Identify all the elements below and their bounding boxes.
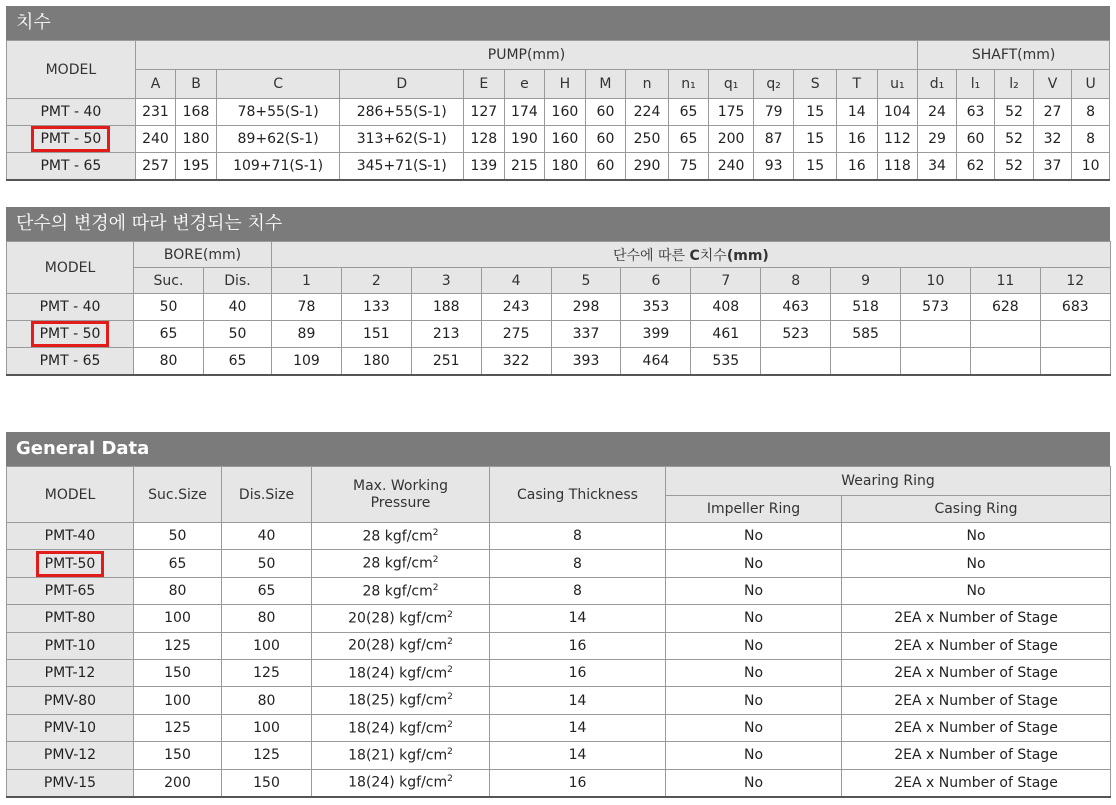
dim-value: 34 xyxy=(918,153,957,181)
dim-value: 160 xyxy=(545,126,586,153)
model-name: PMV-12 xyxy=(43,747,97,764)
pressure-text: 18(24) kgf/cm xyxy=(348,665,448,682)
model-cell xyxy=(7,99,136,126)
dim-value: 139 xyxy=(464,153,505,181)
model-cell xyxy=(7,126,136,153)
model-header: MODEL xyxy=(7,41,136,99)
casing-thickness-value: 8 xyxy=(490,577,666,604)
dim-value: 257 xyxy=(135,153,176,181)
casing-ring-value: No xyxy=(842,577,1111,604)
pump-header: PUMP(mm) xyxy=(135,41,918,70)
table-row xyxy=(7,605,1111,632)
c-dim-value: 133 xyxy=(341,294,411,321)
stage-col-header: 8 xyxy=(761,268,831,294)
dim-value: 62 xyxy=(956,153,995,181)
dis-size-value: 80 xyxy=(222,687,312,714)
model-cell xyxy=(7,294,134,321)
model-cell xyxy=(7,523,134,550)
pressure-text: 18(25) kgf/cm xyxy=(348,692,448,709)
dis-size-value: 150 xyxy=(222,769,312,797)
unit-superscript: 2 xyxy=(447,637,453,648)
dim-value: 93 xyxy=(753,153,794,181)
dim-value: 27 xyxy=(1033,99,1072,126)
unit-superscript: 2 xyxy=(447,746,453,757)
c-dim-value: 628 xyxy=(970,294,1040,321)
dim-value: 16 xyxy=(837,126,878,153)
model-cell xyxy=(7,550,134,577)
suc-size-value: 150 xyxy=(134,659,222,686)
suc-size-value: 50 xyxy=(134,523,222,550)
suc-value: 80 xyxy=(134,348,204,376)
model-name: PMT - 65 xyxy=(40,158,102,174)
dim-value: 60 xyxy=(956,126,995,153)
pressure-text: 28 kgf/cm xyxy=(362,555,433,572)
table-row xyxy=(7,659,1111,686)
model-name: PMT-12 xyxy=(44,665,96,682)
table-row xyxy=(7,348,1111,376)
suc-size-value: 200 xyxy=(134,769,222,797)
dim-col-header: E xyxy=(464,70,505,99)
c-dim-value: 180 xyxy=(341,348,411,376)
section-title: General Data xyxy=(6,432,1110,466)
stage-col-header: 5 xyxy=(551,268,621,294)
dim-value: 313+62(S-1) xyxy=(340,126,464,153)
dim-col-header: n₁ xyxy=(668,70,709,99)
dim-col-header: A xyxy=(135,70,176,99)
table-row xyxy=(7,632,1111,659)
dim-value: 168 xyxy=(176,99,217,126)
pressure-text: 28 kgf/cm xyxy=(362,528,433,545)
c-dim-value: 523 xyxy=(761,321,831,348)
c-dim-value: 408 xyxy=(691,294,761,321)
general-data-section xyxy=(6,432,1110,798)
model-cell xyxy=(7,321,134,348)
suc-value: 65 xyxy=(134,321,204,348)
dim-value: 52 xyxy=(995,99,1034,126)
pressure-text: 18(24) kgf/cm xyxy=(348,720,448,737)
table-row xyxy=(7,126,1110,153)
dim-col-header: d₁ xyxy=(918,70,957,99)
c-dim-value: 188 xyxy=(411,294,481,321)
impeller-ring-value: No xyxy=(666,577,842,604)
dimensions-section xyxy=(6,6,1110,181)
unit-superscript: 2 xyxy=(432,582,439,593)
table-row xyxy=(7,321,1111,348)
pressure-text: 20(28) kgf/cm xyxy=(348,610,448,627)
dim-value: 8 xyxy=(1072,126,1110,153)
suc-size-value: 100 xyxy=(134,605,222,632)
pressure-value xyxy=(312,742,490,769)
stage-col-header: 2 xyxy=(341,268,411,294)
c-dimension-header: 단수에 따른 C치수(mm) xyxy=(272,242,1111,268)
dim-col-header: l₁ xyxy=(956,70,995,99)
dim-value: 128 xyxy=(464,126,505,153)
dim-value: 200 xyxy=(709,126,754,153)
model-name: PMT-65 xyxy=(44,582,96,599)
pressure-value xyxy=(312,687,490,714)
c-dim-value xyxy=(1040,348,1110,376)
dim-col-header: n xyxy=(626,70,669,99)
dim-value: 112 xyxy=(877,126,918,153)
table-row xyxy=(7,153,1110,181)
pressure-text: 28 kgf/cm xyxy=(362,583,433,600)
dis-value: 40 xyxy=(204,294,272,321)
impeller-ring-header: Impeller Ring xyxy=(666,496,842,523)
stage-col-header: 1 xyxy=(272,268,342,294)
dim-value: 180 xyxy=(545,153,586,181)
casing-ring-value: 2EA x Number of Stage xyxy=(842,632,1111,659)
c-dim-value xyxy=(970,348,1040,376)
dim-col-header: D xyxy=(340,70,464,99)
dis-header: Dis. xyxy=(204,268,272,294)
dim-value: 8 xyxy=(1072,99,1110,126)
model-name: PMT - 65 xyxy=(39,353,101,369)
model-cell xyxy=(7,348,134,376)
dis-size-value: 100 xyxy=(222,714,312,741)
dim-col-header: S xyxy=(794,70,837,99)
dim-value: 15 xyxy=(794,153,837,181)
dim-value: 16 xyxy=(837,153,878,181)
dis-value: 65 xyxy=(204,348,272,376)
dim-col-header: T xyxy=(837,70,878,99)
casing-ring-value: 2EA x Number of Stage xyxy=(842,714,1111,741)
model-cell xyxy=(7,605,134,632)
c-dim-value: 151 xyxy=(341,321,411,348)
model-name: PMV-15 xyxy=(43,774,97,791)
table-row xyxy=(7,99,1110,126)
model-name: PMT-80 xyxy=(44,610,96,627)
casing-ring-value: 2EA x Number of Stage xyxy=(842,769,1111,797)
c-dim-value: 353 xyxy=(621,294,691,321)
dim-value: 79 xyxy=(753,99,794,126)
dim-value: 286+55(S-1) xyxy=(340,99,464,126)
model-cell xyxy=(7,742,134,769)
dim-col-header: U xyxy=(1072,70,1110,99)
c-dim-value: 337 xyxy=(551,321,621,348)
stage-col-header: 10 xyxy=(901,268,971,294)
dim-col-header: B xyxy=(176,70,217,99)
dim-col-header: C xyxy=(216,70,340,99)
c-dim-value xyxy=(901,321,971,348)
table-row xyxy=(7,687,1111,714)
casing-thickness-header: Casing Thickness xyxy=(490,467,666,523)
table-row xyxy=(7,769,1111,797)
dim-value: 29 xyxy=(918,126,957,153)
suc-size-value: 80 xyxy=(134,577,222,604)
impeller-ring-value: No xyxy=(666,659,842,686)
casing-thickness-value: 16 xyxy=(490,769,666,797)
stage-col-header: 12 xyxy=(1040,268,1110,294)
suc-value: 50 xyxy=(134,294,204,321)
bore-header: BORE(mm) xyxy=(134,242,272,268)
c-dim-value xyxy=(970,321,1040,348)
dim-col-header: q₂ xyxy=(753,70,794,99)
dim-value: 24 xyxy=(918,99,957,126)
dim-value: 65 xyxy=(668,126,709,153)
dim-col-header: e xyxy=(504,70,545,99)
pressure-text: 18(24) kgf/cm xyxy=(348,775,448,792)
dis-size-value: 80 xyxy=(222,605,312,632)
c-dim-value: 463 xyxy=(761,294,831,321)
model-name: PMT - 40 xyxy=(40,104,102,120)
stage-col-header: 6 xyxy=(621,268,691,294)
dim-value: 240 xyxy=(135,126,176,153)
unit-superscript: 2 xyxy=(432,555,439,566)
c-dim-value: 78 xyxy=(272,294,342,321)
model-header: MODEL xyxy=(7,467,134,523)
dim-col-header: l₂ xyxy=(995,70,1034,99)
pressure-value xyxy=(312,769,490,797)
dis-size-header: Dis.Size xyxy=(222,467,312,523)
c-dim-value: 251 xyxy=(411,348,481,376)
pressure-value xyxy=(312,659,490,686)
dis-size-value: 65 xyxy=(222,577,312,604)
casing-ring-value: 2EA x Number of Stage xyxy=(842,659,1111,686)
model-cell xyxy=(7,577,134,604)
c-dim-value: 585 xyxy=(831,321,901,348)
dim-value: 118 xyxy=(877,153,918,181)
model-name: PMT-40 xyxy=(44,528,96,545)
suc-size-value: 125 xyxy=(134,632,222,659)
stage-dimensions-section xyxy=(6,207,1110,376)
casing-ring-value: No xyxy=(842,550,1111,577)
c-dim-value: 683 xyxy=(1040,294,1110,321)
c-dim-value: 393 xyxy=(551,348,621,376)
c-dim-value: 298 xyxy=(551,294,621,321)
suc-size-value: 100 xyxy=(134,687,222,714)
dim-value: 175 xyxy=(709,99,754,126)
impeller-ring-value: No xyxy=(666,687,842,714)
c-dim-value: 89 xyxy=(272,321,342,348)
dim-value: 60 xyxy=(585,99,626,126)
dim-value: 10 xyxy=(1072,153,1110,181)
stage-col-header: 11 xyxy=(970,268,1040,294)
suc-size-value: 150 xyxy=(134,742,222,769)
dim-value: 32 xyxy=(1033,126,1072,153)
dim-col-header: u₁ xyxy=(877,70,918,99)
c-dim-value: 399 xyxy=(621,321,691,348)
suc-size-value: 125 xyxy=(134,714,222,741)
casing-thickness-value: 16 xyxy=(490,659,666,686)
dim-value: 190 xyxy=(504,126,545,153)
c-dim-value: 573 xyxy=(901,294,971,321)
impeller-ring-value: No xyxy=(666,769,842,797)
dim-value: 290 xyxy=(626,153,669,181)
dim-value: 104 xyxy=(877,99,918,126)
c-dim-value xyxy=(1040,321,1110,348)
dim-col-header: M xyxy=(585,70,626,99)
section-title: 단수의 변경에 따라 변경되는 치수 xyxy=(6,207,1110,241)
dis-size-value: 125 xyxy=(222,659,312,686)
model-name: PMV-80 xyxy=(43,692,97,709)
model-header: MODEL xyxy=(7,242,134,294)
casing-thickness-value: 14 xyxy=(490,605,666,632)
dim-value: 240 xyxy=(709,153,754,181)
model-cell xyxy=(7,659,134,686)
dis-value: 50 xyxy=(204,321,272,348)
highlighted-model-name: PMT-50 xyxy=(36,551,105,577)
casing-ring-value: No xyxy=(842,523,1111,550)
dimensions-table xyxy=(6,40,1110,181)
c-dim-value: 535 xyxy=(691,348,761,376)
dis-size-value: 40 xyxy=(222,523,312,550)
dim-value: 87 xyxy=(753,126,794,153)
suc-header: Suc. xyxy=(134,268,204,294)
dim-value: 224 xyxy=(626,99,669,126)
table-row xyxy=(7,523,1111,550)
dim-value: 250 xyxy=(626,126,669,153)
dim-value: 109+71(S-1) xyxy=(216,153,340,181)
impeller-ring-value: No xyxy=(666,523,842,550)
dis-size-value: 50 xyxy=(222,550,312,577)
casing-thickness-value: 14 xyxy=(490,687,666,714)
dim-value: 60 xyxy=(585,126,626,153)
dim-value: 15 xyxy=(794,99,837,126)
dis-size-value: 125 xyxy=(222,742,312,769)
casing-ring-value: 2EA x Number of Stage xyxy=(842,742,1111,769)
dim-value: 52 xyxy=(995,153,1034,181)
pressure-value xyxy=(312,632,490,659)
shaft-header: SHAFT(mm) xyxy=(918,41,1110,70)
casing-thickness-value: 8 xyxy=(490,550,666,577)
model-cell xyxy=(7,153,136,181)
dim-value: 14 xyxy=(837,99,878,126)
model-cell xyxy=(7,714,134,741)
c-dim-value xyxy=(761,348,831,376)
dim-value: 215 xyxy=(504,153,545,181)
stage-col-header: 9 xyxy=(831,268,901,294)
c-dim-value: 518 xyxy=(831,294,901,321)
model-name: PMV-10 xyxy=(43,719,97,736)
table-row xyxy=(7,742,1111,769)
pressure-value xyxy=(312,577,490,604)
c-dim-value xyxy=(901,348,971,376)
dim-value: 174 xyxy=(504,99,545,126)
model-cell xyxy=(7,632,134,659)
c-dim-value xyxy=(831,348,901,376)
c-dim-value: 322 xyxy=(481,348,551,376)
highlighted-model-name: PMT - 50 xyxy=(31,321,110,347)
pressure-text: 20(28) kgf/cm xyxy=(348,638,448,655)
dim-value: 75 xyxy=(668,153,709,181)
model-name: PMT-10 xyxy=(44,637,96,654)
stage-col-header: 4 xyxy=(481,268,551,294)
dim-value: 78+55(S-1) xyxy=(216,99,340,126)
dim-value: 180 xyxy=(176,126,217,153)
model-cell xyxy=(7,687,134,714)
unit-superscript: 2 xyxy=(447,664,453,675)
stage-col-header: 3 xyxy=(411,268,481,294)
table-row xyxy=(7,714,1111,741)
suc-size-value: 65 xyxy=(134,550,222,577)
unit-superscript: 2 xyxy=(447,610,453,621)
casing-thickness-value: 14 xyxy=(490,742,666,769)
dim-value: 60 xyxy=(585,153,626,181)
c-dim-value: 243 xyxy=(481,294,551,321)
c-dim-value: 464 xyxy=(621,348,691,376)
table-row xyxy=(7,550,1111,577)
c-dim-value: 461 xyxy=(691,321,761,348)
casing-ring-value: 2EA x Number of Stage xyxy=(842,687,1111,714)
casing-ring-value: 2EA x Number of Stage xyxy=(842,605,1111,632)
c-dim-value: 109 xyxy=(272,348,342,376)
dim-value: 89+62(S-1) xyxy=(216,126,340,153)
unit-superscript: 2 xyxy=(447,774,453,785)
pressure-value xyxy=(312,605,490,632)
model-name: PMT - 40 xyxy=(39,299,101,315)
unit-superscript: 2 xyxy=(447,692,453,703)
dim-value: 15 xyxy=(794,126,837,153)
unit-superscript: 2 xyxy=(432,527,439,538)
dis-size-value: 100 xyxy=(222,632,312,659)
suc-size-header: Suc.Size xyxy=(134,467,222,523)
section-title: 치수 xyxy=(6,6,1110,40)
table-row xyxy=(7,294,1111,321)
table-row xyxy=(7,577,1111,604)
dim-value: 37 xyxy=(1033,153,1072,181)
dim-value: 195 xyxy=(176,153,217,181)
c-dim-value: 275 xyxy=(481,321,551,348)
casing-thickness-value: 8 xyxy=(490,523,666,550)
impeller-ring-value: No xyxy=(666,605,842,632)
dim-value: 160 xyxy=(545,99,586,126)
dim-value: 63 xyxy=(956,99,995,126)
pressure-value xyxy=(312,714,490,741)
stage-dimensions-table xyxy=(6,241,1111,376)
highlighted-model-name: PMT - 50 xyxy=(31,126,110,152)
c-dim-value: 213 xyxy=(411,321,481,348)
impeller-ring-value: No xyxy=(666,714,842,741)
dim-value: 65 xyxy=(668,99,709,126)
pressure-value xyxy=(312,523,490,550)
dim-value: 345+71(S-1) xyxy=(340,153,464,181)
model-cell xyxy=(7,769,134,797)
stage-col-header: 7 xyxy=(691,268,761,294)
casing-thickness-value: 16 xyxy=(490,632,666,659)
general-data-table xyxy=(6,466,1111,798)
impeller-ring-value: No xyxy=(666,632,842,659)
impeller-ring-value: No xyxy=(666,550,842,577)
impeller-ring-value: No xyxy=(666,742,842,769)
casing-thickness-value: 14 xyxy=(490,714,666,741)
pressure-text: 18(21) kgf/cm xyxy=(348,747,448,764)
dim-col-header: V xyxy=(1033,70,1072,99)
dim-col-header: H xyxy=(545,70,586,99)
casing-ring-header: Casing Ring xyxy=(842,496,1111,523)
wearing-ring-header: Wearing Ring xyxy=(666,467,1111,496)
dim-value: 231 xyxy=(135,99,176,126)
dim-col-header: q₁ xyxy=(709,70,754,99)
dim-value: 127 xyxy=(464,99,505,126)
pressure-value xyxy=(312,550,490,577)
dim-value: 52 xyxy=(995,126,1034,153)
pressure-header: Max. Working Pressure xyxy=(312,467,490,523)
unit-superscript: 2 xyxy=(447,719,453,730)
